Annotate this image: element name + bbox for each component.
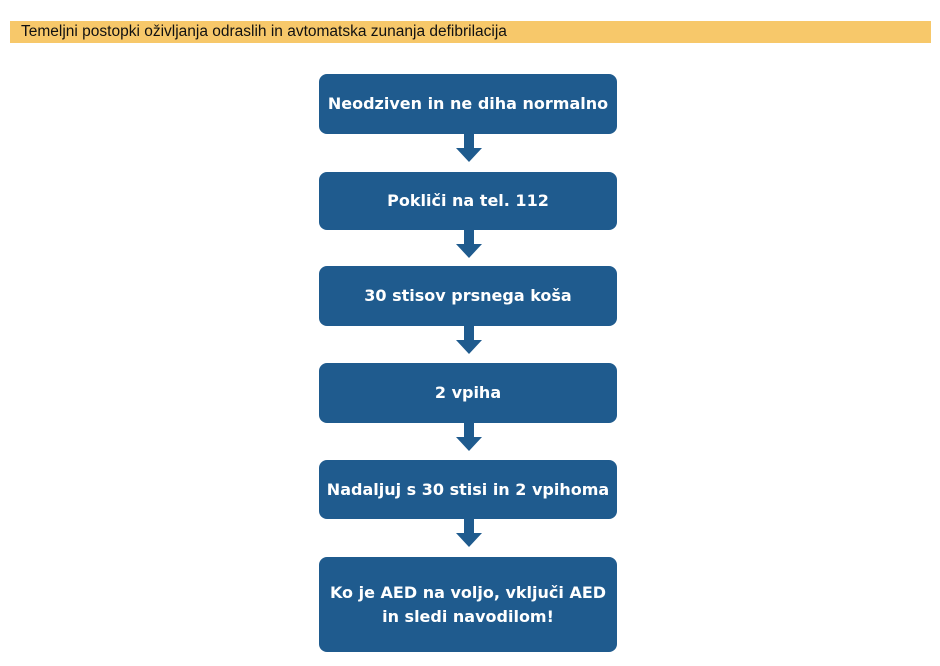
- flow-step-label: Ko je AED na voljo, vključi AED in sledi navodilom!: [329, 582, 607, 626]
- flow-step-unresponsive: [319, 74, 617, 134]
- down-arrow-icon: [456, 134, 482, 162]
- down-arrow-icon: [456, 519, 482, 547]
- flow-step-2-breaths: [319, 363, 617, 423]
- flow-step-label: 30 stisov prsnega koša: [364, 286, 572, 305]
- down-arrow-icon: [456, 230, 482, 258]
- down-arrow-icon: [456, 326, 482, 354]
- flow-step-label: Pokliči na tel. 112: [387, 191, 549, 210]
- section-title: Temeljni postopki oživljanja odraslih in avtomatska zunanja defibrilacija: [21, 23, 507, 40]
- flow-step-30-compressions: [319, 266, 617, 326]
- flow-step-continue-30-2: [319, 460, 617, 519]
- flow-step-label: Neodziven in ne diha normalno: [327, 94, 609, 113]
- section-title-bar: [10, 21, 931, 43]
- flow-step-label: Nadaljuj s 30 stisi in 2 vpihoma: [326, 479, 610, 499]
- flow-step-label: 2 vpiha: [434, 383, 502, 402]
- flow-step-call-112: [319, 172, 617, 230]
- down-arrow-icon: [456, 423, 482, 451]
- flow-step-use-aed: [319, 557, 617, 652]
